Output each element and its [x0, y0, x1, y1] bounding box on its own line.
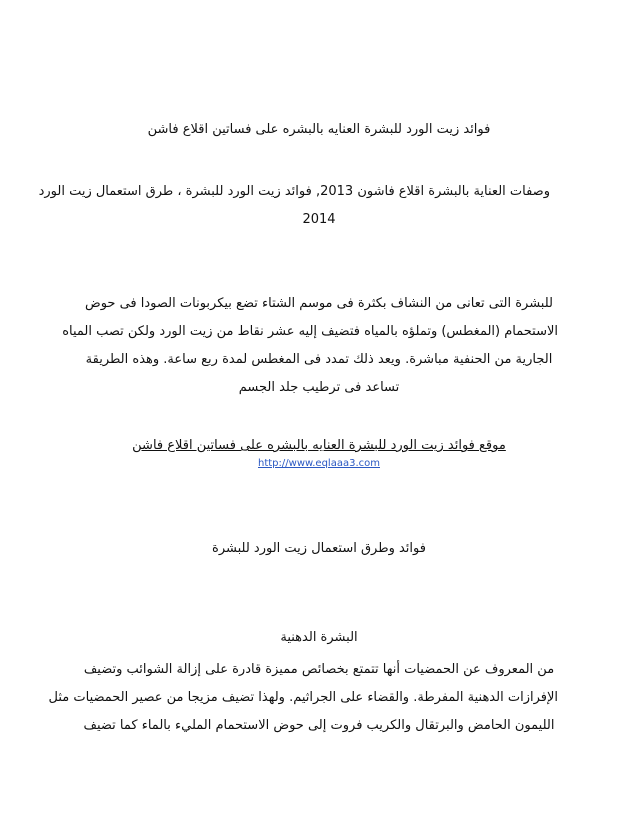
paragraph-line: للبشرة التى تعانى من النشاف بكثرة فى موسم الشتاء تضع بيكربونات الصودا فى حوض [85, 296, 553, 311]
paragraph-line: تساعد فى ترطيب جلد الجسم [238, 380, 400, 395]
document-heading-year: 2014 [302, 212, 336, 227]
subheading: البشرة الدهنية [280, 630, 358, 645]
paragraph-line: الاستحمام (المغطس) وتملؤه بالمياه فتضيف إليه عشر نقاط من زيت الورد ولكن تصب المياه [62, 324, 558, 339]
document-title: فوائد زيت الورد للبشرة العنايه بالبشره على فساتين اقلاع فاشن [147, 122, 491, 137]
paragraph-line: الجارية من الحنفية مباشرة. ويعد ذلك تمدد فى المغطس لمدة ربع ساعة. وهذه الطريقة [85, 352, 553, 367]
site-link-text[interactable]: موقع فوائد زيت الورد للبشرة العنايه بالبشره على فساتين اقلاع فاشن [132, 438, 506, 453]
site-url-link[interactable]: http://www.eqlaaa3.com [258, 458, 380, 469]
paragraph-line: من المعروف عن الحمضيات أنها تتمتع بخصائص مميزة قادرة على إزالة الشوائب وتضيف [83, 662, 555, 677]
paragraph-line: الإفرازات الدهنية المفرطة. والقضاء على الجراثيم. ولهذا تضيف مزيجا من عصير الحمضيات مثل [48, 690, 558, 705]
document-heading: وصفات العناية بالبشرة اقلاع فاشون 2013, فوائد زيت الورد للبشرة ، طرق استعمال زيت الورد [38, 184, 550, 199]
section-title: فوائد وطرق استعمال زيت الورد للبشرة [212, 541, 426, 556]
paragraph-line: الليمون الحامض والبرتقال والكريب فروت إلى حوض الاستحمام المليء بالماء كما تضيف [83, 718, 555, 733]
